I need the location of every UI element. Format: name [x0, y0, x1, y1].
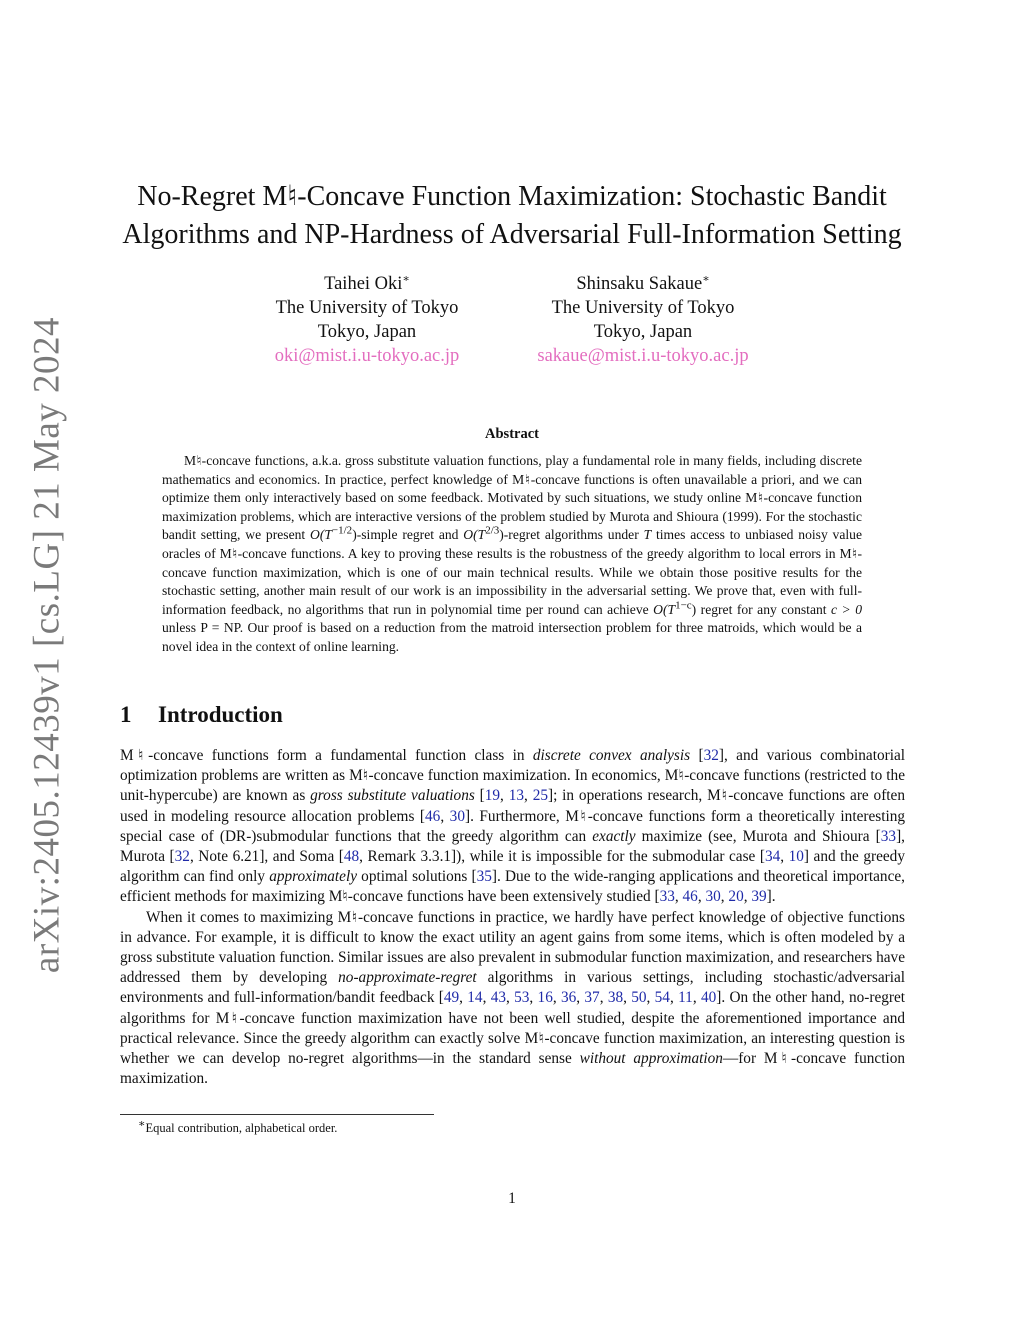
citation-link[interactable]: 43 [490, 989, 506, 1007]
arxiv-identifier-stamp: arXiv:2405.12439v1 [cs.LG] 21 May 2024 [26, 316, 68, 974]
citation-link[interactable]: 33 [880, 827, 897, 845]
introduction-body [120, 746, 905, 1089]
author-affiliation: The University of Tokyo [275, 298, 459, 318]
author-block-2 [530, 272, 756, 368]
citation-link[interactable]: 13 [508, 787, 525, 805]
citation-link[interactable]: 33 [659, 888, 675, 906]
author-email-link[interactable]: sakaue@mist.i.u-tokyo.ac.jp [537, 346, 749, 366]
citation-link[interactable]: 34 [764, 848, 781, 866]
citation-link[interactable]: 19 [484, 787, 501, 805]
citation-link[interactable]: 30 [449, 807, 465, 825]
author-name: Shinsaku Sakaue∗ [576, 272, 710, 294]
citation-link[interactable]: 10 [788, 848, 804, 866]
citation-link[interactable]: 53 [514, 989, 530, 1007]
title-line-1: No-Regret M♮-Concave Function Maximization: Stochastic Bandit [137, 181, 887, 212]
author-location: Tokyo, Japan [593, 322, 693, 342]
citation-link[interactable]: 35 [476, 868, 492, 886]
section-heading-introduction: 1 Introduction [120, 702, 283, 727]
citation-link[interactable]: 50 [631, 989, 647, 1007]
author-name: Taihei Oki∗ [324, 272, 410, 294]
citation-link[interactable]: 30 [705, 888, 721, 906]
author-location: Tokyo, Japan [317, 322, 417, 342]
citation-link[interactable]: 36 [560, 989, 577, 1007]
citation-link[interactable]: 37 [584, 989, 600, 1007]
citation-link[interactable]: 39 [751, 888, 767, 906]
author-email-link[interactable]: oki@mist.i.u-tokyo.ac.jp [274, 346, 460, 366]
citation-link[interactable]: 32 [174, 848, 190, 866]
citation-link[interactable]: 14 [467, 989, 483, 1007]
footnote: ∗Equal contribution, alphabetical order. [138, 1117, 338, 1135]
citation-link[interactable]: 54 [654, 989, 670, 1007]
footnote-divider [120, 1114, 434, 1115]
abstract-text: M♮-concave functions, a.k.a. gross substitute valuation functions, play a fundamental role in many fields, including discrete mathematics and economics. In practice, perfect knowledge of M♮-concave functions is often unavailable a priori, and we can optimize them only interactively based on some feedback. Motivated by such situations, we study online M♮-concave function maximization problems, which are interactive versions of the problem studied by Murota and Shioura (1999). For the stochastic bandit setting, we present $O(T^{-1/2})$-simple regret and $O(T^{2/3})$-regret algorithms under T times access to unbiased noisy value oracles of M♮-concave functions. A key to proving these results is the robustness of the greedy algorithm to local errors in M♮-concave function maximization, which is one of our main technical results. While we obtain those positive results for the stochastic setting, another main result of our work is an impossibility in the adversarial setting. We prove that, even with full-information feedback, no algorithms that run in polynomial time per round can achieve $O(T^{1-c})$ regret for any constant c > 0 unless P = NP. Our proof is based on a reduction from the matroid intersection problem for three matroids, which would be a novel idea in the context of online learning. [162, 453, 863, 654]
citation-link[interactable]: 32 [703, 747, 719, 764]
citation-link[interactable]: 11 [678, 989, 693, 1007]
title-line-2: Algorithms and NP-Hardness of Adversarial Full-Information Setting [122, 219, 902, 250]
page-number: 1 [508, 1190, 516, 1207]
citation-link[interactable]: 38 [607, 989, 624, 1007]
paragraph: When it comes to maximizing M♮-concave functions in practice, we hardly have perfect knowledge of objective functions in advance. For example, it is difficult to know the exact utility an agent gains from some items, which is often modeled by a gross substitute valuation function. Similar issues are also prevalent in submodular function maximization, and researchers have addressed them by developing no-approximate-regret algorithms in various settings, including stochastic/adversarial environments and full-information/bandit feedback [49, 14, 43, 53, 16, 36, 37, 38, 50, 54, 11, 40]. On the other hand, no-regret algorithms for M♮-concave function maximization have not been well studied, despite the aforementioned importance and practical relevance. Since the greedy algorithm can exactly solve M♮-concave function maximization, an interesting question is whether we can develop no-regret algorithms—in the standard sense without approximation—for M♮-concave function maximization. [120, 908, 906, 1088]
citation-link[interactable]: 20 [728, 888, 744, 906]
author-block-1 [256, 272, 478, 368]
citation-link[interactable]: 40 [700, 989, 717, 1007]
citation-link[interactable]: 46 [682, 888, 698, 906]
abstract-heading: Abstract [485, 426, 539, 442]
citation-link[interactable]: 25 [532, 787, 548, 805]
citation-link[interactable]: 49 [443, 989, 460, 1007]
citation-link[interactable]: 48 [343, 848, 360, 866]
paragraph: M♮-concave functions form a fundamental function class in discrete convex analysis [32], and various combinatorial optimization problems are written as M♮-concave function maximization. In economics, M♮-concave functions (restricted to the unit-hypercube) are known as gross substitute valuations [19, 13, 25]; in operations research, M♮-concave functions are often used in modeling resource allocation problems [46, 30]. Furthermore, M♮-concave functions form a theoretically interesting special case of (DR-)submodular functions that the greedy algorithm can exactly maximize (see, Murota and Shioura [33], Murota [32, Note 6.21], and Soma [48, Remark 3.3.1]), while it is impossible for the submodular case [34, 10] and the greedy algorithm can find only approximately optimal solutions [35]. Due to the wide-ranging applications and theoretical importance, efficient methods for maximizing M♮-concave functions have been extensively studied [33, 46, 30, 20, 39]. [120, 747, 905, 906]
citation-link[interactable]: 46 [425, 807, 441, 825]
author-affiliation: The University of Tokyo [551, 298, 735, 318]
citation-link[interactable]: 16 [537, 989, 553, 1007]
paper-title [0, 178, 1024, 254]
